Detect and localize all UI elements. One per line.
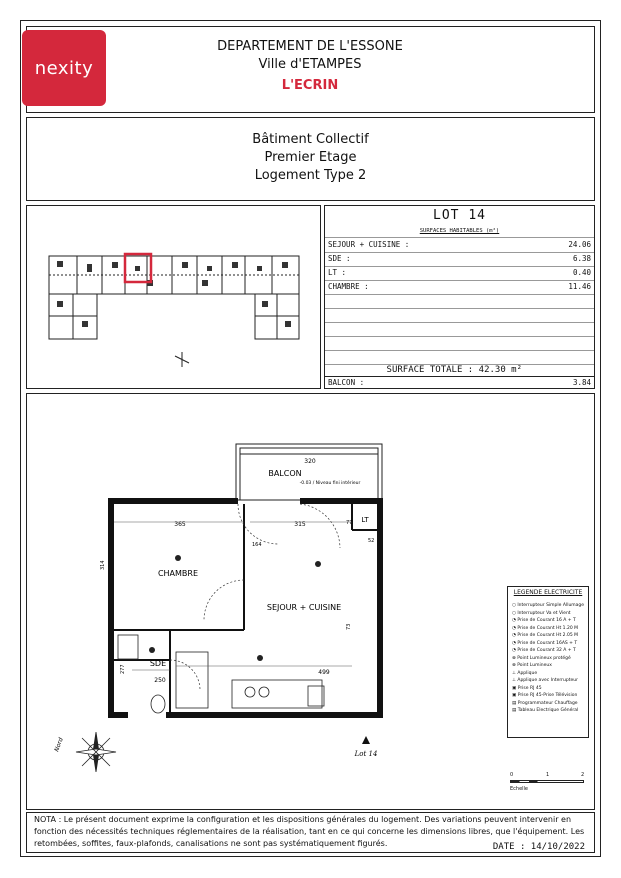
lot-marker-label: Lot 14: [354, 750, 378, 758]
legend-item: ◔ Prise de Courant 16 A + T: [512, 618, 576, 623]
legend-item: ⊗ Point Lumineux protégé: [512, 655, 571, 661]
dim-499: 499: [318, 669, 330, 676]
mini-compass-icon: [175, 352, 189, 367]
balcony-row: BALCON : 3.84: [328, 378, 591, 387]
footer-date: DATE : 14/10/2022: [492, 842, 585, 852]
dim-277: 277: [120, 664, 126, 674]
chambre-label: CHAMBRE: [157, 569, 199, 578]
lot-table: [324, 205, 595, 389]
legend-item: ◔ Prise de Courant 16AS + T: [512, 640, 578, 646]
legend-item: ⊥ Applique avec Interrupteur: [512, 678, 578, 683]
balcony-note: -0.03 / Niveau fini intérieur: [299, 481, 361, 486]
legend-item: ⊗ Point Lumineux: [512, 663, 552, 668]
scale-tick-0: 0: [510, 772, 514, 778]
department-title: DEPARTEMENT DE L'ESSONE: [217, 39, 403, 54]
lot-marker-arrow-icon: [362, 736, 370, 744]
table-row-empty: [325, 350, 594, 365]
scale-line: [510, 780, 584, 783]
legend-list: [512, 602, 584, 715]
dim-250: 250: [154, 677, 166, 684]
table-row: CHAMBRE : 11.46: [325, 280, 594, 295]
legend-item: ▣ Prise RJ 45-Prise Télévision: [512, 693, 578, 698]
electricity-legend: [507, 586, 589, 738]
table-row: SDE : 6.38: [325, 252, 594, 267]
table-row: LT : 0.40: [325, 266, 594, 281]
lt-label: LT: [361, 516, 369, 524]
scale-tick-2: 2: [581, 772, 585, 778]
building-plan-svg: [27, 206, 320, 388]
logo-text: nexity: [34, 57, 94, 79]
table-row: SEJOUR + CUISINE : 24.06: [325, 238, 594, 253]
legend-item: ▣ Prise RJ 45: [512, 685, 542, 691]
legend-item: ▤ Tableau Electrique Général: [512, 708, 579, 713]
table-row-empty: [325, 336, 594, 351]
north-compass-icon: [76, 732, 116, 772]
scale-bar: [510, 772, 588, 796]
dim-320: 320: [304, 458, 316, 465]
legend-item: ◔ Prise de Courant Ht 1.20 M: [512, 625, 579, 631]
dim-315: 315: [294, 521, 306, 528]
unit-type: Logement Type 2: [254, 168, 367, 183]
balcony-label: BALCON: [268, 469, 302, 478]
lot-subtitle: SURFACES HABITABLES (m²): [419, 228, 500, 234]
nexity-logo: [22, 30, 106, 106]
dim-77: 77: [346, 520, 353, 526]
floor-label: Premier Etage: [264, 150, 357, 165]
header-titles: [120, 38, 500, 95]
city-title: Ville d'ETAMPES: [258, 57, 362, 72]
legend-item: ○ Interrupteur Simple Allumage: [512, 603, 585, 608]
footer-note: NOTA : Le présent document exprime la configuration et les dispositions générales du logement. Des variations peuvent intervenir en fonction des nécessités techniques réglementaires de la réalisation, tant en ce qui concerne les dimensions libres, que l'équipement. Les retombées, soffites, faux-plafonds, canalisations ne sont pas systématiquement figurés.: [34, 815, 585, 848]
dim-73: 73: [346, 623, 352, 630]
total-surface: SURFACE TOTALE : 42.30 m²: [386, 365, 522, 375]
table-row-empty: [325, 308, 594, 323]
dim-52: 52: [368, 538, 375, 544]
sejour-label: SEJOUR + CUISINE: [266, 603, 342, 612]
legend-item: ◔ Prise de Courant 32 A + T: [512, 648, 576, 653]
floor-plan-svg: [40, 430, 400, 790]
building-overview: [26, 205, 321, 389]
project-title: L'ECRIN: [281, 78, 339, 93]
north-label: Nord: [53, 736, 65, 753]
program-titles: [26, 131, 595, 185]
legend-item: ○ Interrupteur Va et Vient: [512, 610, 571, 616]
lot-title: LOT 14: [433, 208, 486, 223]
table-row-empty: [325, 322, 594, 337]
table-row-empty: [325, 294, 594, 309]
legend-title: LEGENDE ELECTRICITE: [513, 589, 583, 596]
scale-label: Echelle: [510, 786, 529, 792]
building-type: Bâtiment Collectif: [252, 132, 369, 147]
legend-item: ⊥ Applique: [512, 670, 538, 676]
dim-314: 314: [100, 560, 106, 570]
dim-164: 164: [252, 542, 262, 548]
scale-tick-1: 1: [546, 772, 550, 778]
legend-item: ▤ Programmateur Chauffage: [512, 700, 578, 706]
dim-365: 365: [174, 521, 186, 528]
legend-item: ◔ Prise de Courant Ht 2.05 M: [512, 633, 579, 638]
sde-label: SDE: [149, 659, 167, 668]
